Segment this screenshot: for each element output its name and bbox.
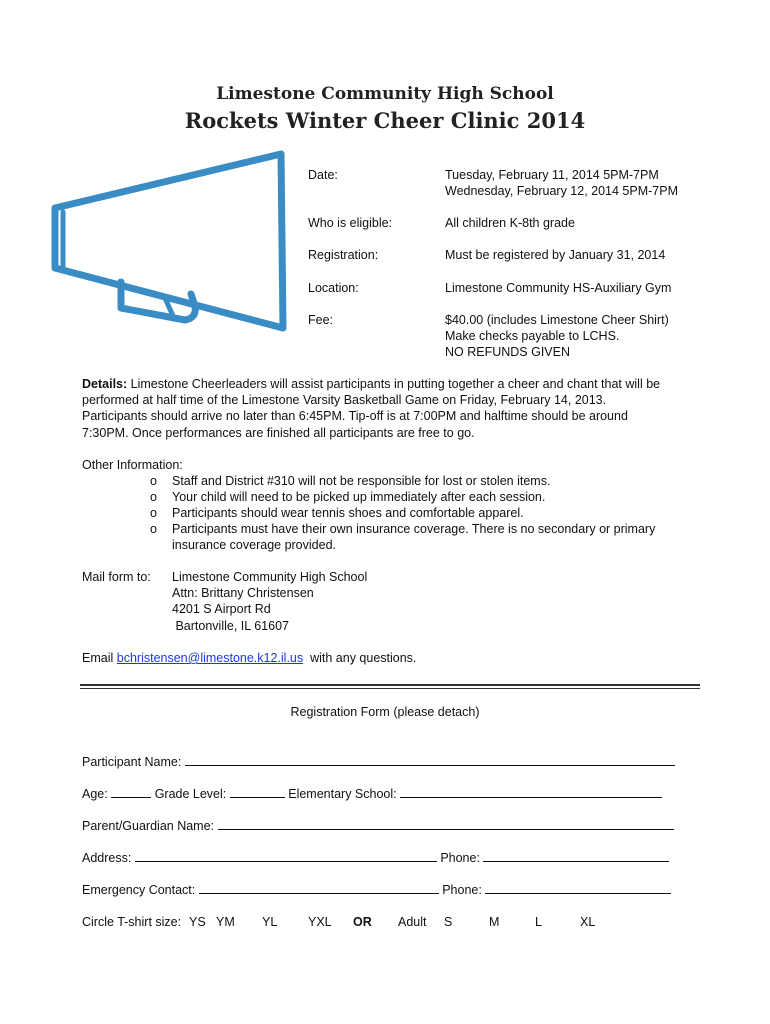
tshirt-label: Circle T-shirt size:	[82, 915, 182, 929]
details-line-3: Participants should arrive no later than 6:45PM. Tip-off is at 7:00PM and halftime should be around	[82, 409, 628, 423]
other-item-4: Participants must have their own insurance coverage. There is no secondary or primary	[172, 522, 656, 536]
size-ym[interactable]: YM	[216, 915, 235, 929]
fee-value-1: $40.00 (includes Limestone Cheer Shirt)	[445, 313, 669, 327]
size-m[interactable]: M	[489, 915, 500, 929]
emergency-phone-field[interactable]	[485, 881, 671, 894]
bullet: o	[150, 506, 157, 520]
parent-row	[82, 817, 674, 834]
email-link[interactable]: bchristensen@limestone.k12.il.us	[116, 651, 304, 665]
mail-line-4: Bartonville, IL 61607	[172, 619, 289, 633]
mail-line-3: 4201 S Airport Rd	[172, 602, 271, 616]
bullet: o	[150, 490, 157, 504]
detach-rule	[80, 684, 700, 686]
parent-label: Parent/Guardian Name:	[82, 819, 215, 833]
other-item-2: Your child will need to be picked up immediately after each session.	[172, 490, 546, 504]
address-field[interactable]	[135, 849, 437, 862]
other-item-4-cont: insurance coverage provided.	[172, 538, 336, 552]
or-text: OR	[353, 915, 372, 929]
phone-label: Phone:	[440, 851, 480, 865]
event-title: Rockets Winter Cheer Clinic 2014	[184, 108, 586, 133]
other-info-label: Other Information:	[82, 458, 183, 472]
form-title	[0, 704, 770, 720]
participant-name-field[interactable]	[185, 753, 675, 766]
size-xl[interactable]: XL	[580, 915, 596, 929]
mail-label: Mail form to:	[82, 570, 151, 584]
other-item-3: Participants should wear tennis shoes and comfortable apparel.	[172, 506, 524, 520]
size-yl[interactable]: YL	[262, 915, 278, 929]
location-value: Limestone Community HS-Auxiliary Gym	[445, 281, 672, 295]
grade-field[interactable]	[230, 785, 285, 798]
location-label: Location:	[308, 281, 359, 295]
bullet: o	[150, 522, 157, 536]
detach-rule-thin	[80, 688, 700, 689]
address-row	[82, 849, 669, 866]
fee-label: Fee:	[308, 313, 334, 327]
registration-label: Registration:	[308, 248, 379, 262]
email-suffix: with any questions.	[310, 651, 417, 665]
emergency-row	[82, 881, 671, 898]
date-label: Date:	[308, 168, 338, 182]
other-item-1: Staff and District #310 will not be responsible for lost or stolen items.	[172, 474, 551, 488]
participant-label: Participant Name:	[82, 755, 182, 769]
size-yxl[interactable]: YXL	[308, 915, 332, 929]
form-title-text: Registration Form	[290, 705, 390, 719]
details-label: Details:	[82, 377, 128, 391]
grade-label: Grade Level:	[154, 787, 227, 801]
date-value-2: Wednesday, February 12, 2014 5PM-7PM	[445, 184, 678, 198]
size-s[interactable]: S	[444, 915, 453, 929]
school-field[interactable]	[400, 785, 662, 798]
age-row	[82, 785, 662, 802]
age-field[interactable]	[111, 785, 151, 798]
details-line-1	[82, 376, 660, 392]
adult-label: Adult	[398, 915, 427, 929]
details-line-2: performed at half time of the Limestone Varsity Basketball Game on Friday, February 14, 2013.	[82, 393, 607, 407]
details-line-4: 7:30PM. Once performances are finished all participants are free to go.	[82, 426, 475, 440]
form-title-note: (please detach)	[393, 705, 480, 719]
parent-name-field[interactable]	[218, 817, 674, 830]
mail-line-2: Attn: Brittany Christensen	[172, 586, 314, 600]
megaphone-icon	[45, 148, 295, 338]
age-label: Age:	[82, 787, 108, 801]
eligible-value: All children K-8th grade	[445, 216, 575, 230]
size-l[interactable]: L	[535, 915, 542, 929]
email-prefix: Email	[82, 651, 114, 665]
date-value-1: Tuesday, February 11, 2014 5PM-7PM	[445, 168, 659, 182]
participant-row	[82, 753, 675, 770]
details-text: Limestone Cheerleaders will assist participants in putting together a cheer and chant that will be	[130, 377, 661, 391]
fee-value-3: NO REFUNDS GIVEN	[445, 345, 571, 359]
email-line	[82, 650, 416, 666]
school-title: Limestone Community High School	[216, 84, 554, 104]
emergency-label: Emergency Contact:	[82, 883, 196, 897]
bullet: o	[150, 474, 157, 488]
school-label: Elementary School:	[288, 787, 397, 801]
phone-field[interactable]	[483, 849, 669, 862]
emergency-contact-field[interactable]	[199, 881, 439, 894]
emergency-phone-label: Phone:	[442, 883, 482, 897]
size-ys[interactable]: YS	[189, 915, 206, 929]
address-label: Address:	[82, 851, 132, 865]
fee-value-2: Make checks payable to LCHS.	[445, 329, 620, 343]
eligible-label: Who is eligible:	[308, 216, 393, 230]
registration-value: Must be registered by January 31, 2014	[445, 248, 666, 262]
mail-line-1: Limestone Community High School	[172, 570, 368, 584]
